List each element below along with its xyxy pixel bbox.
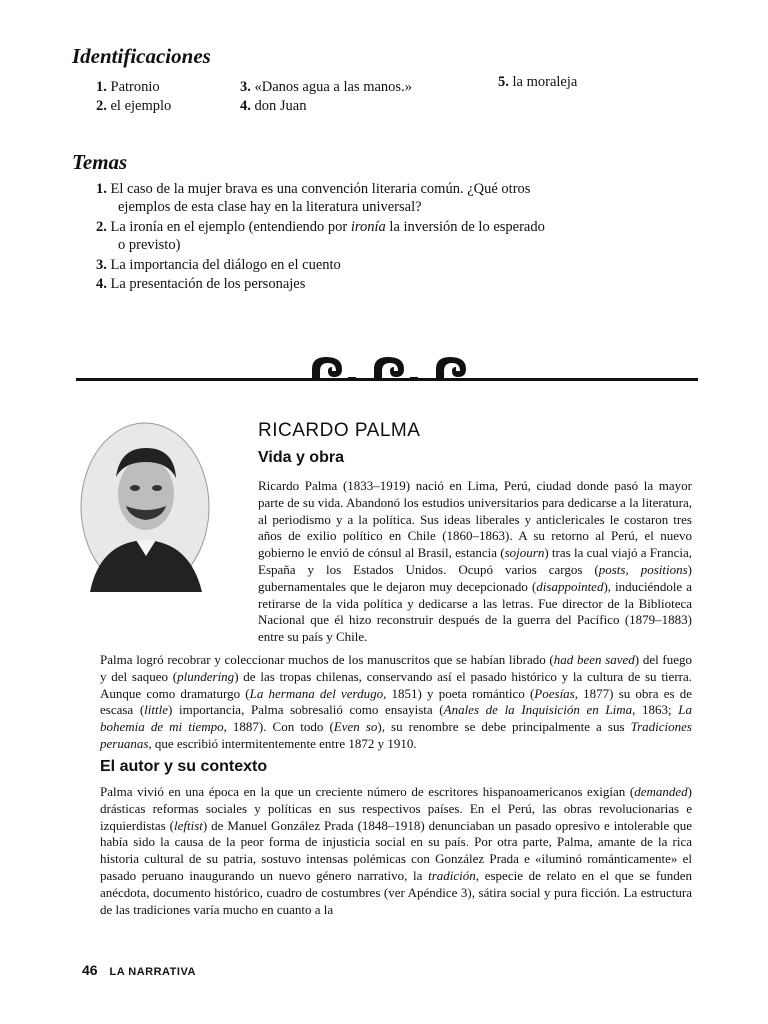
- heading-temas: Temas: [72, 150, 128, 174]
- running-footer-label: LA NARRATIVA: [109, 966, 196, 978]
- list-item: 4. don Juan: [240, 98, 307, 114]
- list-item: 2. el ejemplo: [96, 98, 172, 114]
- list-item: 3. «Danos agua a las manos.»: [240, 79, 412, 95]
- list-item: 3. La importancia del diálogo en el cuento: [96, 257, 341, 273]
- section-heading-vida: Vida y obra: [258, 449, 344, 466]
- bio-paragraph-lower: Palma logró recobrar y coleccionar muchos de los manuscritos que se habían librado (had been saved) del fuego y del saqueo (plundering) de las tropas chilenas, conservando así el pasado histórico y la cultura de su tierra. Aunque como dramaturgo (La hermana del verdugo, 1851) y poeta romántico (Poesías, 1877) su obra es de escasa (little) importancia, Palma sobresalió como ensayista (Anales de la Inquisición en Lima, 1863; La bohemia de mi tiempo, 1887). Con todo (Even so), su renombre se debe principalmente a sus Tradiciones peruanas, que escribió intermitentemente entre 1872 y 1910.: [100, 652, 692, 751]
- page-number: 46: [82, 962, 98, 978]
- heading-identificaciones: Identificaciones: [72, 44, 211, 68]
- list-item: 2. La ironía en el ejemplo (entendiendo por ironía la inversión de lo esperado o previsto): [96, 219, 545, 253]
- context-paragraph: Palma vivió en una época en la que un creciente número de escritores hispanoamericanos exigían (demanded) drásticas reformas sociales y políticas en sus respectivos países. En el Perú, las obras revolucionarias e izquierdistas (leftist) de Manuel González Prada (1848–1918) denunciaban un pasado opresivo e intolerable que había sido la causa de la peor forma de injusticia social en su país. Por otra parte, Palma, amante de la rica historia cultural de su patria, sostuvo intensas polémicas con González Prada e «iluminó románticamente» el pasado peruano inaugurando un nuevo género narrativo, la tradición, especie de relato en el que se funden anécdota, documento histórico, cuadro de costumbres (ver Apéndice 3), sátira social y pura ficción. La estructura de las tradiciones varía mucho en cuanto a la: [100, 784, 692, 917]
- list-item: 1. El caso de la mujer brava es una convención literaria común. ¿Qué otros ejemplos de esta clase hay en la literatura universal?: [96, 181, 531, 215]
- list-item: 5. la moraleja: [498, 74, 578, 90]
- section-heading-contexto: El autor y su contexto: [100, 758, 268, 775]
- section-divider: [76, 378, 698, 381]
- author-name: RICARDO PALMA: [258, 420, 421, 441]
- list-item: 1. Patronio: [96, 79, 160, 95]
- bio-paragraph-upper: Ricardo Palma (1833–1919) nació en Lima, Perú, ciudad donde pasó la mayor parte de su vida. Abandonó los estudios universitarios para dedicarse a la literatura, al periodismo y a la política. Sus ideas liberales y anticlericales le costaron tres años de exilio político en Chile (1860–1863). A su retorno al Perú, el nuevo gobierno le envió de cónsul al Brasil, estancia (sojourn) tras la cual viajó a Francia, España y los Estados Unidos. Ocupó varios cargos (posts, positions) gubernamentales que le dejaron muy decepcionado (disappointed), induciéndole a retirarse de la vida política y dedicarse a las letras. Fue director de la Biblioteca Nacional que él hizo reconstruir después de la guerra del Pacífico (1879–1883) entre su país y Chile.: [258, 478, 693, 645]
- author-portrait: [80, 422, 210, 592]
- footer: [82, 962, 196, 978]
- list-item: 4. La presentación de los personajes: [96, 276, 306, 292]
